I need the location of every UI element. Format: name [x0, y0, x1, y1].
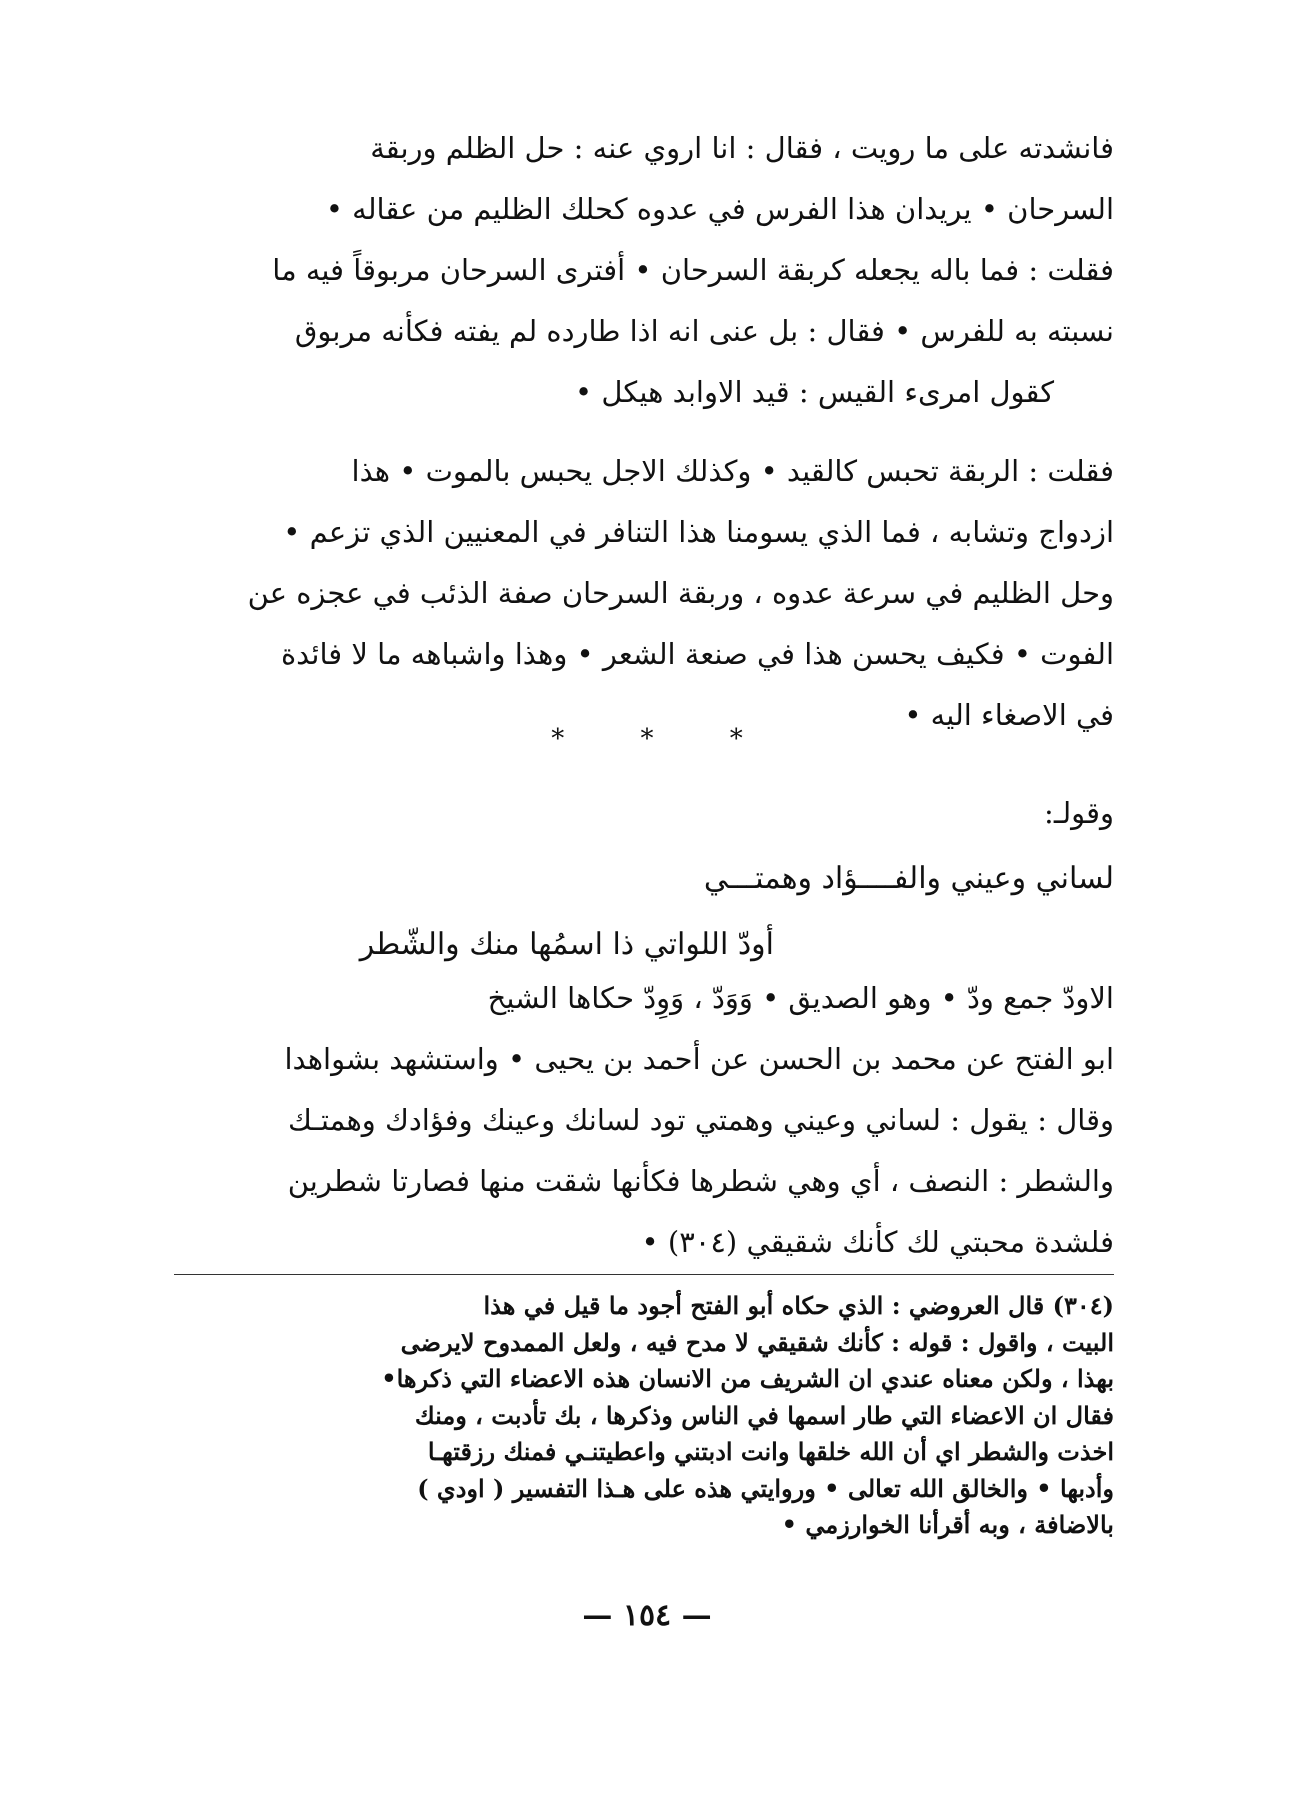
body-line: ازدواج وتشابه ، فما الذي يسومنا هذا التنافر في المعنيين الذي تزعم •: [283, 515, 1114, 549]
footnote-line: اخذت والشطر اي أن الله خلقها وانت ادبتني واعطيتنـي فمنك رزقتهـا: [427, 1437, 1114, 1466]
footnote-line: بهذا ، ولكن معناه عندي ان الشريف من الانسان هذه الاعضاء التي ذكرها•: [381, 1364, 1114, 1393]
body-line: الفوت • فكيف يحسن هذا في صنعة الشعر • وهذا واشباهه ما لا فائدة: [280, 637, 1114, 671]
body-line: نسبته به للفرس • فقال : بل عنى انه اذا طارده لم يفته فكأنه مربوق: [294, 314, 1114, 348]
footnote-divider: [174, 1274, 1114, 1275]
page-number: — ١٥٤ —: [582, 1598, 712, 1633]
verse-second-hemistich: أودّ اللواتي ذا اسمُها منك والشّطر: [359, 927, 774, 962]
commentary-line: الاودّ جمع ودّ • وهو الصديق • وَوَدّ ، وَوِدّ حكاها الشيخ: [487, 981, 1114, 1015]
body-line: فقلت : الربقة تحبس كالقيد • وكذلك الاجل يحبس بالموت • هذا: [351, 454, 1114, 488]
commentary-line: والشطر : النصف ، أي وهي شطرها فكأنها شقت منها فصارتا شطرين: [287, 1164, 1114, 1198]
paragraph-gap: [174, 423, 1114, 441]
body-line: فقلت : فما باله يجعله كربقة السرحان • أفترى السرحان مربوقاً فيه ما: [272, 253, 1114, 287]
poem-verse: [174, 780, 1114, 978]
verse-first-hemistich: لساني وعيني والفــــؤاد وهمتـــي: [703, 861, 1114, 896]
commentary-line: وقال : يقول : لساني وعيني وهمتي تود لسانك وعينك وفؤادك وهمتـك: [287, 1103, 1114, 1137]
footnote: [174, 1288, 1114, 1544]
commentary-paragraph: [174, 968, 1114, 1273]
section-separator: * * *: [551, 724, 777, 754]
footnote-line: بالاضافة ، وبه أقرأنا الخوارزمي •: [781, 1510, 1114, 1539]
body-line: فانشدته على ما رويت ، فقال : انا اروي عنه : حل الظلم وربقة: [370, 131, 1114, 165]
body-line: وحل الظليم في سرعة عدوه ، وربقة السرحان صفة الذئب في عجزه عن: [247, 576, 1114, 610]
footnote-line: فقال ان الاعضاء التي طار اسمها في الناس وذكرها ، بك تأدبت ، ومنك: [414, 1400, 1114, 1430]
commentary-line: ابو الفتح عن محمد بن الحسن عن أحمد بن يحيى • واستشهد بشواهدا: [284, 1042, 1114, 1076]
footnote-line: وأدبها • والخالق الله تعالى • وروايتي هذه على هـذا التفسير ( اودي ): [417, 1473, 1114, 1503]
footnote-line: (٣٠٤) قال العروضي : الذي حكاه أبو الفتح أجود ما قيل في هذا: [483, 1291, 1114, 1320]
footnote-line: البيت ، واقول : قوله : كأنك شقيقي لا مدح فيه ، ولعل الممدوح لايرضى: [400, 1327, 1114, 1357]
body-line: في الاصغاء اليه •: [904, 698, 1114, 732]
main-paragraph: [174, 118, 1114, 746]
quoted-verse-line: كقول امرىء القيس : قيد الاوابد هيكل •: [575, 375, 1054, 409]
commentary-line: فلشدة محبتي لك كأنك شقيقي (٣٠٤) •: [641, 1225, 1114, 1259]
body-line: السرحان • يريدان هذا الفرس في عدوه كحلك الظليم من عقاله •: [325, 192, 1114, 226]
verse-heading: وقولـ:: [1044, 796, 1114, 830]
